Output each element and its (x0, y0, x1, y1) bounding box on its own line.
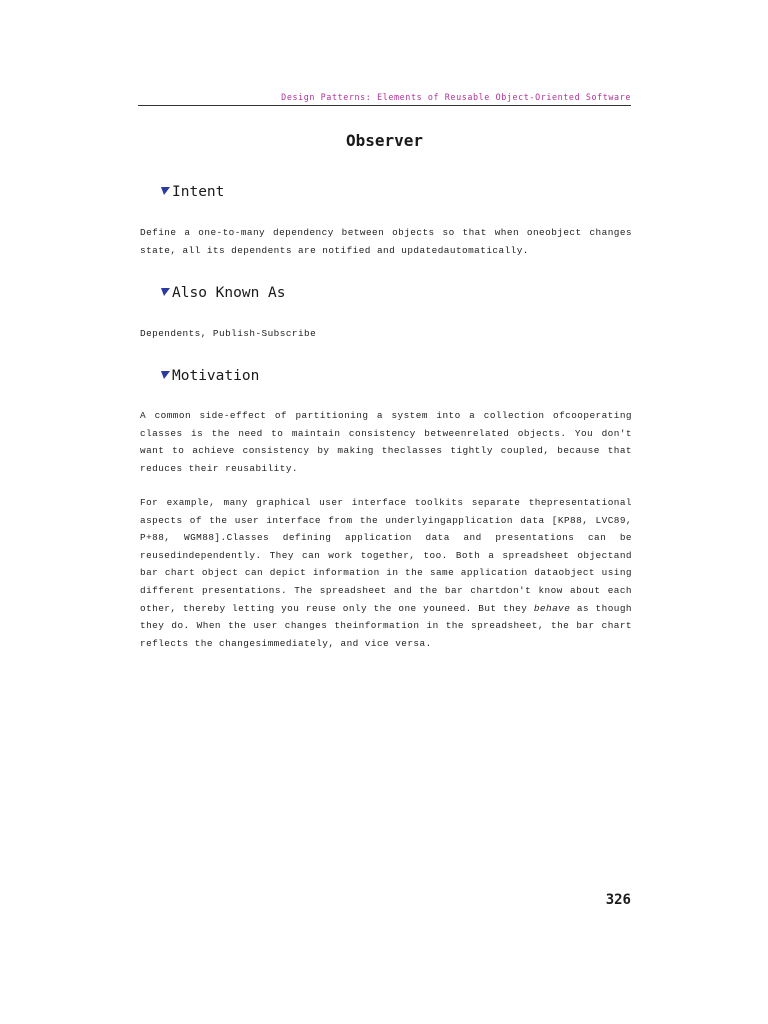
page-title: Observer (345, 131, 424, 150)
triangle-marker-icon (160, 285, 171, 299)
motivation-paragraph-2-text-a: For example, many graphical user interface toolkits separate thepresentational aspects of the user interface from the underlyingapplication data [KP88, LVC89, P+88, WGM88].Classes defining application data and presentations can be reusedindependently. They can work together, too. Both a spreadsheet objectand bar chart object can depict information in the same application dataobject using different presentations. The spreadsheet and the bar chartdon't know about each other, thereby letting you reuse only the one youneed. But they (140, 497, 632, 614)
motivation-paragraph-2 (140, 494, 632, 652)
intent-paragraph: Define a one-to-many dependency between objects so that when oneobject changes state, all its dependents are notified and updatedautomatically. (140, 227, 632, 256)
also-known-as-paragraph: Dependents, Publish-Subscribe (140, 328, 317, 339)
section-heading-motivation (160, 368, 259, 384)
triangle-marker-icon (160, 368, 171, 382)
section-heading-motivation-label: Motivation (172, 368, 260, 384)
header-rule (138, 105, 631, 106)
motivation-paragraph-2-emphasis: behave (533, 602, 571, 614)
section-heading-also-known-as (160, 285, 286, 301)
page-number: 326 (605, 892, 631, 908)
running-header: Design Patterns: Elements of Reusable Object-Oriented Software (281, 92, 631, 102)
section-heading-also-known-as-label: Also Known As (172, 285, 286, 301)
motivation-paragraph-2-text-b: as though they do. When the user changes theinformation in the spreadsheet, the bar chart reflects the changesimmediately, and vice versa. (140, 602, 632, 649)
triangle-marker-icon (160, 184, 171, 198)
section-heading-intent (160, 184, 224, 200)
motivation-paragraph-1: A common side-effect of partitioning a system into a collection ofcooperating classes is the need to maintain consistency betweenrelated objects. You don't want to achieve consistency by making theclasses tightly coupled, because that reduces their reusability. (140, 410, 632, 474)
section-heading-intent-label: Intent (172, 184, 225, 200)
